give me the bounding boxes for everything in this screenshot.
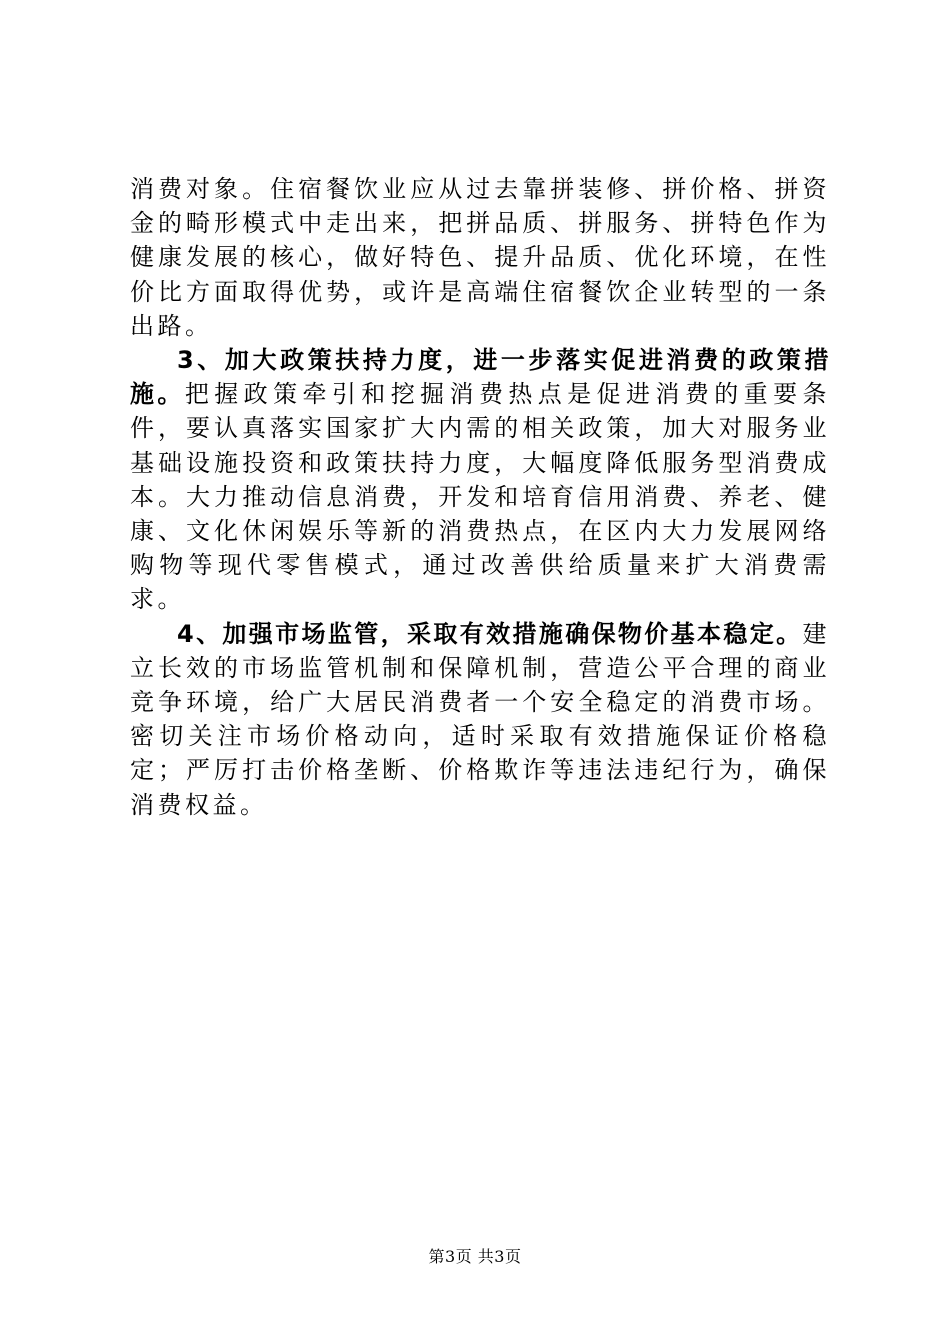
paragraph-3	[130, 617, 830, 822]
paragraph-1	[130, 172, 830, 343]
paragraph-2-heading: 3、加大政策扶持力度，进一步落实促进消费的政策措施。	[130, 346, 830, 409]
paragraph-3-text: 建立长效的市场监管机制和保障机制，营造公平合理的商业竞争环境，给广大居民消费者一个安全稳定的消费市场。密切关注市场价格动向，适时采取有效措施保证价格稳定；严厉打击价格垄断、价格欺诈等违法违纪行为，确保消费权益。	[130, 619, 830, 819]
page-number: 第3页 共3页	[428, 1247, 522, 1266]
paragraph-2	[130, 343, 830, 617]
document-body	[130, 172, 830, 822]
page-footer	[0, 1244, 950, 1267]
paragraph-2-text: 把握政策牵引和挖掘消费热点是促进消费的重要条件，要认真落实国家扩大内需的相关政策，加大对服务业基础设施投资和政策扶持力度，大幅度降低服务型消费成本。大力推动信息消费，开发和培育信用消费、养老、健康、文化休闲娱乐等新的消费热点，在区内大力发展网络购物等现代零售模式，通过改善供给质量来扩大消费需求。	[130, 380, 831, 614]
paragraph-3-heading: 4、加强市场监管，采取有效措施确保物价基本稳定。	[177, 619, 803, 648]
paragraph-1-text: 消费对象。住宿餐饮业应从过去靠拼装修、拼价格、拼资金的畸形模式中走出来，把拼品质、拼服务、拼特色作为健康发展的核心，做好特色、提升品质、优化环境，在性价比方面取得优势，或许是高端住宿餐饮企业转型的一条出路。	[130, 175, 830, 340]
